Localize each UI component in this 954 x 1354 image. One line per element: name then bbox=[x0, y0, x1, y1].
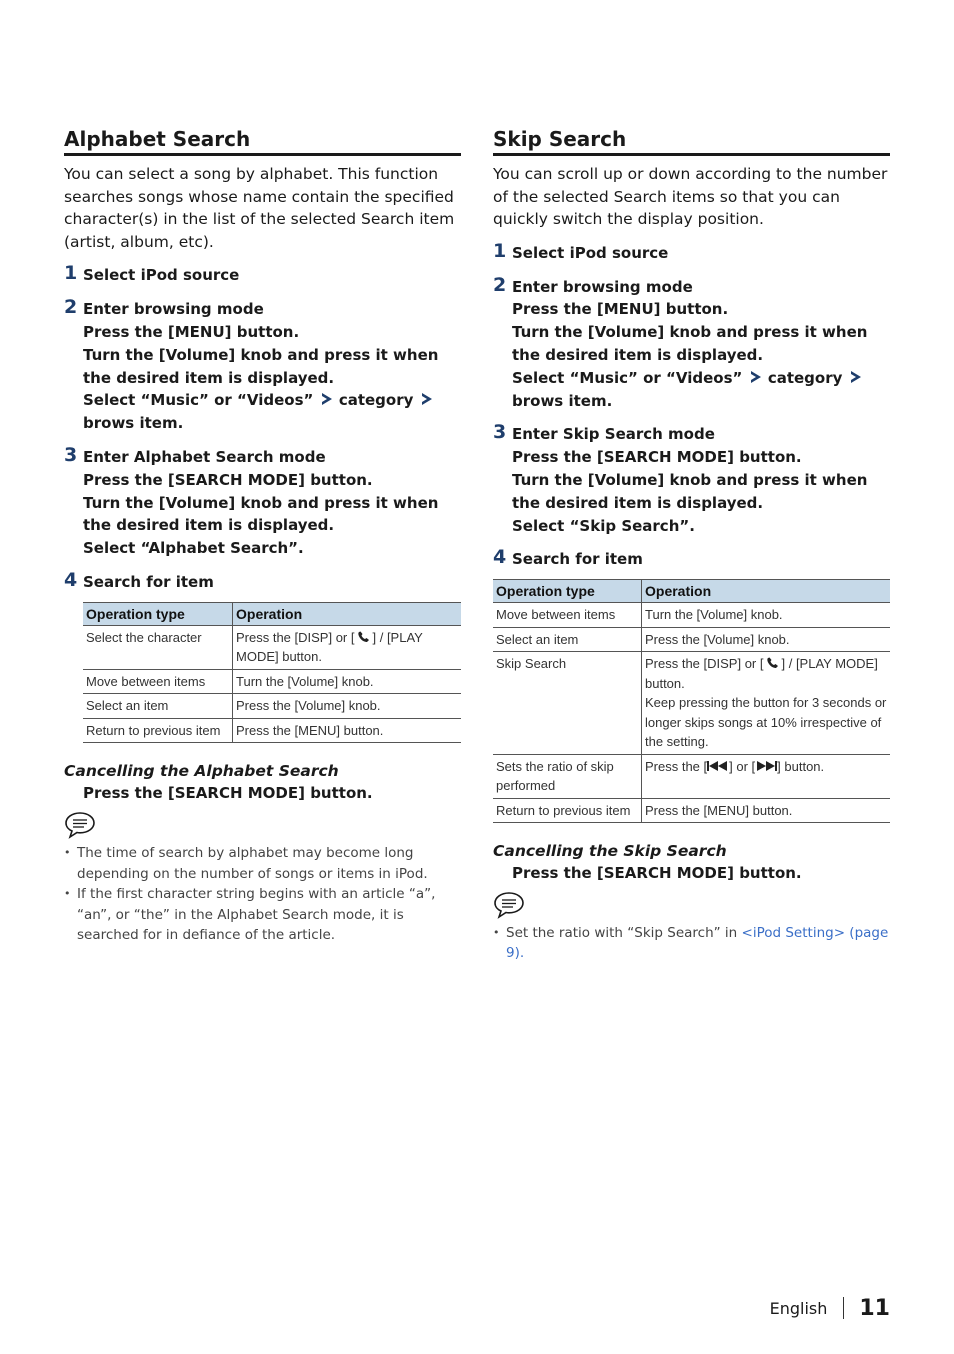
step-title: Enter Alphabet Search mode bbox=[83, 447, 326, 466]
prev-track-icon bbox=[707, 761, 729, 771]
page-number: 11 bbox=[859, 1295, 890, 1321]
list-item: • The time of search by alphabet may become long depending on the number of songs or items in iPod. bbox=[64, 843, 461, 884]
cell-text: ] or [ bbox=[729, 758, 756, 774]
list-item bbox=[493, 923, 890, 964]
table-cell: Turn the [Volume] knob. bbox=[233, 669, 462, 694]
table-header: Operation bbox=[233, 602, 462, 625]
step-instruction: Turn the [Volume] knob and press it when the desired item is displayed. bbox=[83, 345, 439, 387]
step-number: 4 bbox=[64, 568, 78, 591]
step-instruction: Turn the [Volume] knob and press it when the desired item is displayed. bbox=[512, 470, 868, 512]
phone-icon bbox=[357, 631, 371, 643]
section-title: Alphabet Search bbox=[64, 126, 461, 156]
step-1 bbox=[493, 239, 890, 265]
step-instruction: Turn the [Volume] knob and press it when the desired item is displayed. bbox=[512, 323, 868, 364]
step-4 bbox=[64, 568, 461, 743]
step-number: 4 bbox=[493, 546, 507, 569]
arrow-right-icon bbox=[320, 392, 333, 406]
cell-text: Press the [DISP] or [ bbox=[645, 656, 764, 672]
step-title: Search for item bbox=[83, 572, 214, 591]
step-2 bbox=[493, 273, 890, 413]
table-row bbox=[493, 652, 890, 755]
operation-table bbox=[83, 602, 461, 744]
table-row bbox=[83, 669, 461, 694]
table-cell: Return to previous item bbox=[493, 798, 642, 823]
step-4 bbox=[493, 548, 890, 823]
table-header: Operation bbox=[642, 580, 891, 603]
table-header-row bbox=[493, 580, 890, 603]
select-text: category bbox=[767, 368, 843, 387]
step-instruction bbox=[512, 367, 890, 413]
operation-table bbox=[493, 579, 890, 823]
footer-divider bbox=[843, 1297, 844, 1319]
step-number: 1 bbox=[64, 262, 78, 285]
cancel-instruction: Press the [SEARCH MODE] button. bbox=[83, 784, 373, 803]
table-row bbox=[83, 718, 461, 743]
intro-paragraph: You can select a song by alphabet. This function searches songs whose name contain the specified character(s) in the list of the selected Search item (artist, album, etc). bbox=[64, 165, 455, 251]
note-icon bbox=[64, 811, 96, 839]
table-cell bbox=[642, 652, 891, 755]
note-end: . bbox=[519, 945, 525, 962]
cell-text: ] / [PLAY MODE] button. bbox=[645, 656, 878, 691]
section-title: Skip Search bbox=[493, 126, 890, 156]
step-title: Enter Skip Search mode bbox=[512, 425, 715, 444]
step-3 bbox=[493, 423, 890, 537]
table-cell: Press the [MENU] button. bbox=[642, 798, 891, 823]
step-instruction: Select “Skip Search”. bbox=[512, 516, 695, 535]
next-track-icon bbox=[755, 761, 777, 771]
step-title: Select iPod source bbox=[512, 243, 669, 262]
arrow-right-icon bbox=[749, 370, 762, 384]
table-row bbox=[493, 798, 890, 823]
table-cell: Move between items bbox=[493, 603, 642, 628]
intro-paragraph: You can scroll up or down according to the number of the selected Search items so that you can quickly switch the display position. bbox=[493, 165, 888, 229]
arrow-right-icon bbox=[420, 392, 433, 406]
skip-search-section bbox=[493, 126, 890, 964]
alphabet-search-section bbox=[64, 126, 461, 946]
select-text: item. bbox=[139, 414, 184, 433]
cell-text: ] / [PLAY MODE] button. bbox=[236, 629, 423, 665]
table-cell bbox=[642, 754, 891, 798]
select-text: Select “Music” or “Videos” bbox=[83, 391, 314, 410]
select-text: brows bbox=[83, 414, 135, 433]
table-cell bbox=[233, 625, 462, 669]
table-row bbox=[83, 694, 461, 719]
step-instruction bbox=[83, 389, 461, 435]
cancel-instruction: Press the [SEARCH MODE] button. bbox=[512, 864, 802, 883]
step-instruction: Press the [SEARCH MODE] button. bbox=[512, 448, 802, 467]
step-1 bbox=[64, 264, 461, 287]
table-row bbox=[493, 754, 890, 798]
step-3 bbox=[64, 443, 461, 560]
step-title: Enter browsing mode bbox=[512, 277, 693, 296]
table-cell: Select an item bbox=[493, 627, 642, 652]
table-cell: Skip Search bbox=[493, 652, 642, 755]
table-cell: Select an item bbox=[83, 694, 233, 719]
notes-list bbox=[64, 843, 461, 946]
select-text: item. bbox=[568, 391, 613, 410]
footer-language: English bbox=[769, 1298, 828, 1318]
step-number: 3 bbox=[64, 443, 78, 466]
step-instruction: Press the [SEARCH MODE] button. bbox=[83, 470, 373, 489]
table-cell: Sets the ratio of skip performed bbox=[493, 754, 642, 798]
notes-list bbox=[493, 923, 890, 964]
step-title: Search for item bbox=[512, 550, 643, 569]
select-text: Select “Music” or “Videos” bbox=[512, 368, 743, 387]
table-header: Operation type bbox=[83, 602, 233, 625]
step-instruction: Turn the [Volume] knob and press it when the desired item is displayed. bbox=[83, 493, 439, 535]
cancel-heading: Cancelling the Alphabet Search bbox=[64, 762, 339, 781]
cell-text: ] button. bbox=[777, 758, 825, 774]
step-instruction: Press the [MENU] button. bbox=[512, 300, 729, 319]
step-title: Enter browsing mode bbox=[83, 300, 264, 319]
step-number: 2 bbox=[64, 296, 78, 319]
table-cell: Move between items bbox=[83, 669, 233, 694]
table-header: Operation type bbox=[493, 580, 642, 603]
table-cell: Press the [Volume] knob. bbox=[233, 694, 462, 719]
cell-text: Press the [ bbox=[645, 758, 708, 774]
step-instruction: Select “Alphabet Search”. bbox=[83, 539, 304, 558]
note-text: Set the ratio with “Skip Search” in bbox=[506, 924, 742, 941]
step-number: 2 bbox=[493, 273, 507, 296]
step-title: Select iPod source bbox=[83, 266, 240, 285]
cell-text: Press the [DISP] or [ bbox=[236, 629, 355, 645]
step-number: 1 bbox=[493, 239, 507, 262]
table-cell: Press the [Volume] knob. bbox=[642, 627, 891, 652]
table-cell: Return to previous item bbox=[83, 718, 233, 743]
table-cell: Select the character bbox=[83, 625, 233, 669]
list-item: • If the first character string begins with an article “a”, “an”, or “the” in the Alphabet Search mode, it is searched for in defiance of the article. bbox=[64, 884, 461, 946]
table-cell: Turn the [Volume] knob. bbox=[642, 603, 891, 628]
page-link[interactable]: <iPod Setting> (page 9) bbox=[506, 924, 889, 962]
arrow-right-icon bbox=[849, 370, 862, 384]
cancel-heading: Cancelling the Skip Search bbox=[493, 842, 727, 861]
step-number: 3 bbox=[493, 421, 507, 444]
page-footer bbox=[760, 1293, 890, 1323]
table-row bbox=[493, 627, 890, 652]
table-row bbox=[83, 625, 461, 669]
note-icon bbox=[493, 891, 525, 919]
step-2 bbox=[64, 298, 461, 435]
table-cell: Press the [MENU] button. bbox=[233, 718, 462, 743]
cell-text: Keep pressing the button for 3 seconds or longer skips songs at 10% irrespective of the setting. bbox=[645, 695, 887, 750]
table-header-row bbox=[83, 602, 461, 625]
select-text: brows bbox=[512, 391, 564, 410]
table-row bbox=[493, 603, 890, 628]
phone-icon bbox=[766, 657, 780, 669]
step-instruction: Press the [MENU] button. bbox=[83, 322, 300, 341]
select-text: category bbox=[338, 391, 414, 410]
